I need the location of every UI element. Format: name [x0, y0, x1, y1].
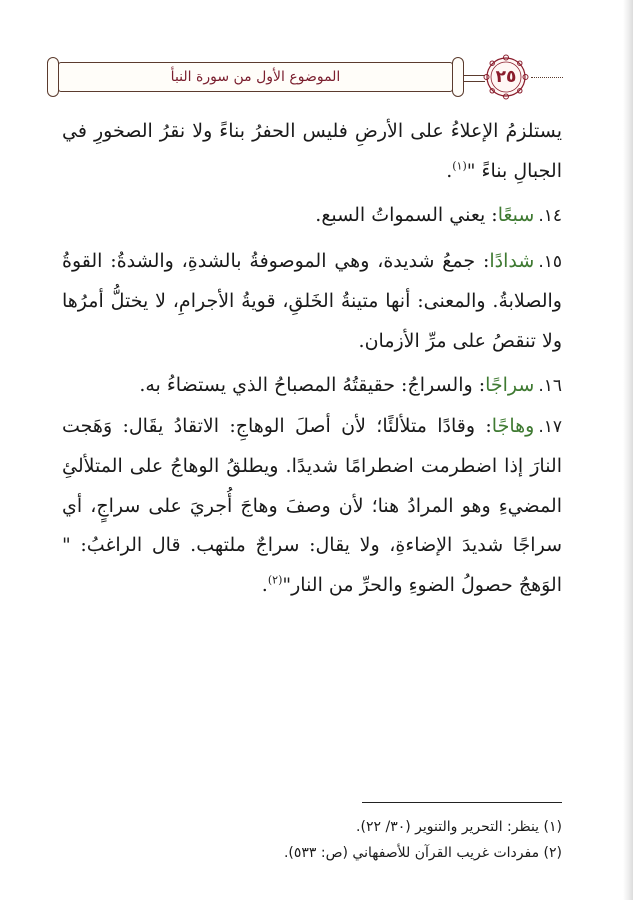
defined-term: وهاجًا	[491, 414, 535, 437]
page-header	[58, 52, 548, 104]
text-line: النارَ إذا اضطرمت اضطرامًا شديدًا. ويطلقُ الوهاجُ على المتلألئِ	[62, 455, 562, 477]
paragraph-14	[62, 196, 562, 237]
paragraph-15	[62, 242, 562, 362]
defined-term: سراجًا	[485, 374, 535, 396]
defined-term: شدادًا	[489, 249, 535, 272]
scroll-banner	[58, 62, 453, 92]
paragraph-16	[62, 366, 562, 407]
header-tail-line	[531, 77, 563, 78]
footnote-ref: (٢)	[267, 573, 283, 587]
text-line: ١٧.وهاجًا: وقادًا متلألئًا؛ لأن أصلَ الوهاجِ: الاتقادُ يقَال: وَهَجت	[62, 414, 562, 437]
defined-term: سبعًا	[497, 204, 535, 226]
text-line: ولا تنقصُ على مرِّ الأزمان.	[358, 329, 562, 352]
text-line: الجبالِ بناءً "$^{(١)}$.	[446, 159, 562, 182]
chapter-title: الموضوع الأول من سورة النبأ	[170, 69, 341, 85]
page-number: ٢٥	[495, 67, 517, 87]
item-number: ١٤.	[538, 206, 562, 226]
footnote-ref: (١)	[452, 159, 467, 173]
text-line: ١٥.شدادًا: جمعُ شديدة، وهي الموصوفةُ بالشدةِ، والشدةُ: القوةُ	[62, 249, 562, 272]
footnotes	[62, 814, 562, 866]
item-number: ١٧.	[538, 416, 562, 437]
main-text	[62, 112, 562, 605]
text-line: سراجًا شديدَ الإضاءةِ، ولا يقال: سراجٌ ملتهب. قال الراغبُ: "	[62, 534, 562, 556]
footnote-1: (١) ينظر: التحرير والتنوير (٣٠/ ٢٢).	[356, 819, 562, 835]
paragraph-17	[62, 407, 562, 606]
text-line: المضيءِ وهو المرادُ هنا؛ لأن وصفَ وهاجَ أُجريَ على سراجٍ، أي	[62, 494, 562, 517]
header-connector	[463, 75, 485, 82]
text-line: يستلزمُ الإعلاءُ على الأرضِ فليس الحفرُ بناءً ولا نقرُ الصخورِ في	[62, 120, 562, 142]
text-line: الوَهجُ حصولُ الضوءِ والحرِّ من النار"$^{(٢)}$.	[261, 573, 562, 596]
text-line: ١٤.سبعًا: يعني السمواتُ السبع.	[315, 204, 562, 226]
page-edge-shadow	[623, 0, 633, 900]
item-number: ١٦.	[538, 376, 562, 396]
paragraph-continuation	[62, 112, 562, 191]
page-number-badge	[483, 54, 529, 100]
item-number: ١٥.	[538, 251, 562, 272]
footnote-2: (٢) مفردات غريب القرآن للأصفهاني (ص: ٥٣٣).	[283, 845, 562, 861]
text-line: والصلابةُ. والمعنى: أنها متينةُ الخَلقِ، قويةُ الأجرامِ، لا يختلُّ أمرُها	[62, 290, 562, 312]
footnote-divider	[362, 802, 562, 803]
text-line: ١٦.سراجًا: والسراجُ: حقيقتُهُ المصباحُ الذي يستضاءُ به.	[139, 374, 562, 396]
